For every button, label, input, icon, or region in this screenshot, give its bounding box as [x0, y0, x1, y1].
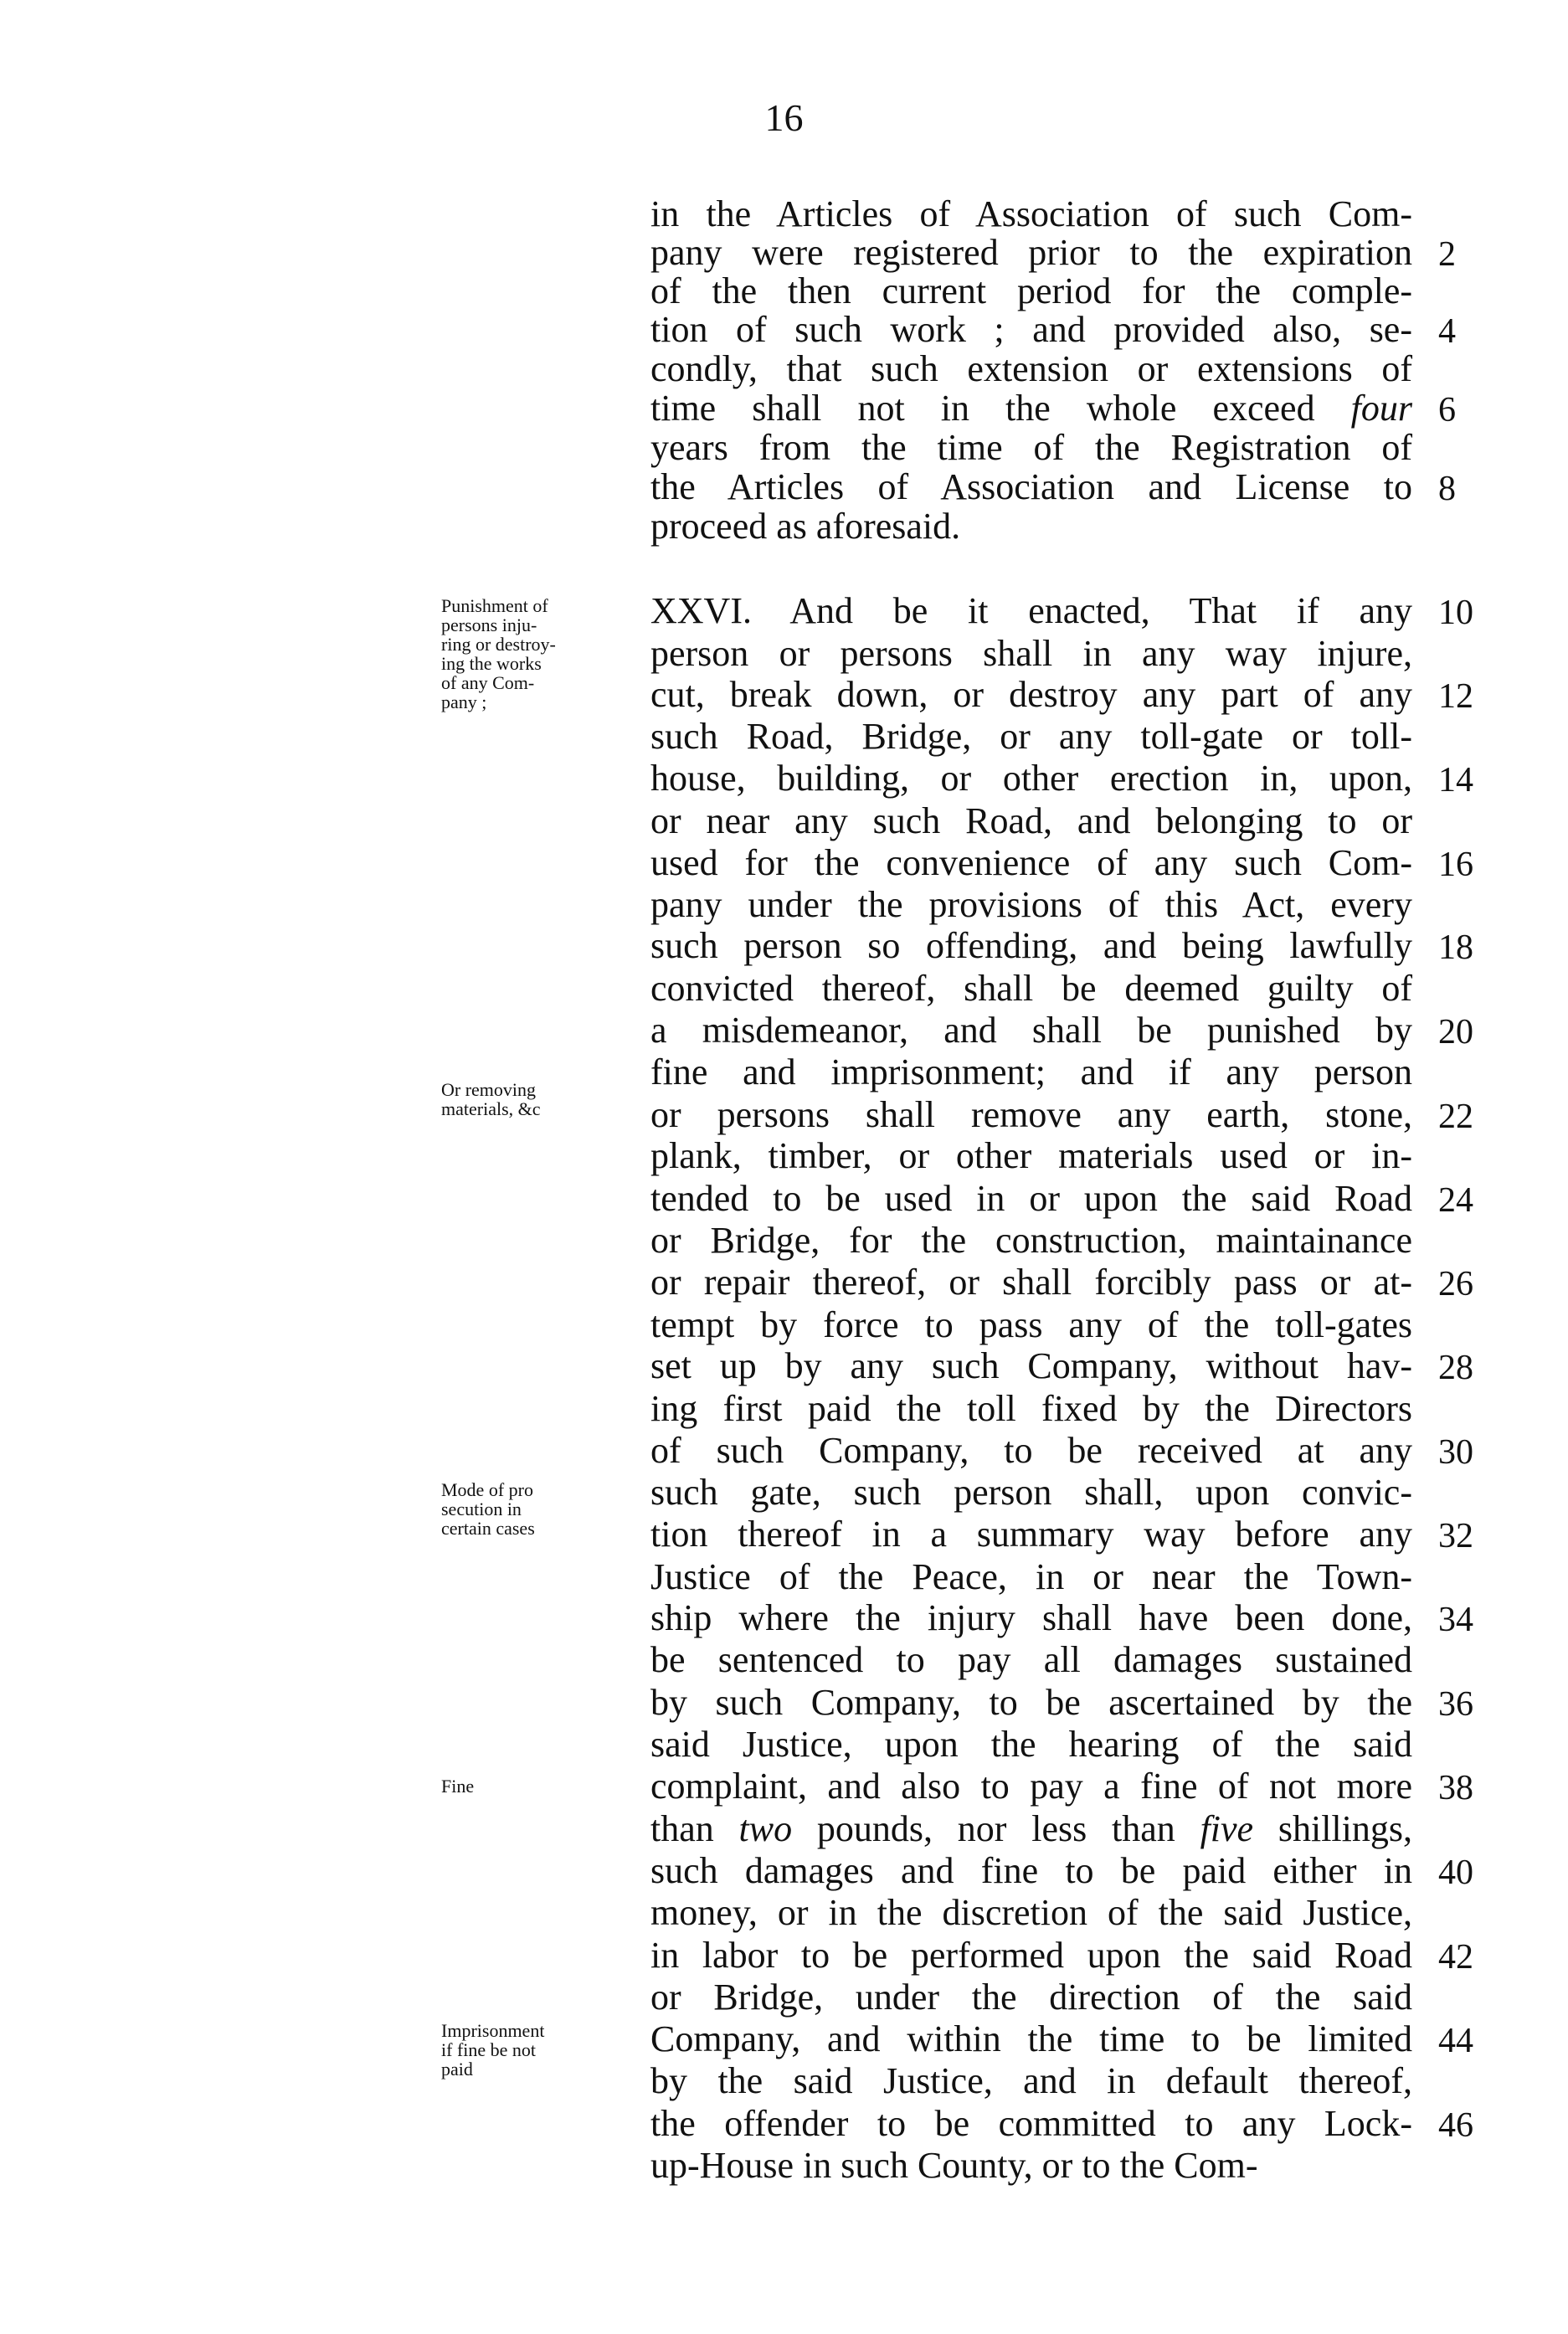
line-number: 46 [1438, 2106, 1473, 2145]
line-number: 24 [1438, 1181, 1473, 1220]
marginal-note-punishment [441, 596, 609, 712]
italic-word: four [1350, 388, 1412, 429]
text-line [650, 428, 1412, 468]
marginal-note-removing [441, 1080, 609, 1118]
text-line-content: tempt by force to pass any of the toll-gates [650, 1304, 1412, 1345]
line-number: 26 [1438, 1265, 1473, 1303]
line-number: 14 [1438, 761, 1473, 799]
text-line-content: Justice of the Peace, in or near the Town- [650, 1556, 1412, 1597]
marginal-note-line: secution in [441, 1499, 522, 1519]
marginal-note-line: Imprisonment [441, 2020, 545, 2041]
text-line [650, 233, 1412, 273]
text-line [650, 2146, 1412, 2186]
line-number: 40 [1438, 1853, 1473, 1892]
text-line [650, 1893, 1412, 1933]
line-number: 34 [1438, 1601, 1473, 1639]
text-line-content: such gate, such person shall, upon convic- [650, 1472, 1412, 1513]
text-line-content: be sentenced to pay all damages sustained [650, 1639, 1412, 1680]
text-fragment: than [650, 1808, 739, 1849]
line-number: 32 [1438, 1517, 1473, 1555]
text-line [650, 506, 1412, 547]
text-line [650, 2061, 1412, 2101]
marginal-note-line: if fine be not [441, 2039, 537, 2060]
text-line-content: money, or in the discretion of the said Justice, [650, 1892, 1412, 1933]
text-line [650, 1851, 1412, 1891]
text-line-content: of the then current period for the comple- [650, 270, 1412, 311]
text-line [650, 801, 1412, 841]
text-line [650, 2104, 1412, 2144]
text-line-content: house, building, or other erection in, upon, [650, 758, 1412, 799]
text-line [650, 843, 1412, 883]
text-line-content: proceed as aforesaid. [650, 506, 961, 547]
text-line-content: condly, that such extension or extensions of [650, 348, 1412, 389]
marginal-note-line: certain cases [441, 1518, 535, 1539]
text-line-content: the offender to be committed to any Lock- [650, 2103, 1412, 2144]
text-line-content: in labor to be performed upon the said Road [650, 1935, 1412, 1976]
text-line-content: fine and imprisonment; and if any person [650, 1051, 1412, 1092]
line-number: 38 [1438, 1769, 1473, 1807]
text-line-content: cut, break down, or destroy any part of any [650, 674, 1412, 715]
text-line [650, 1136, 1412, 1176]
text-line-content: complaint, and also to pay a fine of not more [650, 1766, 1412, 1807]
text-line-content: convicted thereof, shall be deemed guilty of [650, 968, 1412, 1009]
line-number: 42 [1438, 1938, 1473, 1977]
marginal-note-line: ing the works [441, 653, 542, 674]
marginal-note-line: Punishment of [441, 595, 548, 616]
line-number: 44 [1438, 2022, 1473, 2060]
text-line-content: pany under the provisions of this Act, every [650, 884, 1412, 925]
text-line [650, 1010, 1412, 1051]
text-line [650, 1431, 1412, 1471]
text-line-content: the Articles of Association and License to [650, 466, 1412, 507]
line-number: 16 [1438, 846, 1473, 884]
text-line-content: or persons shall remove any earth, stone, [650, 1094, 1412, 1135]
text-line [650, 1725, 1412, 1765]
marginal-note-line: materials, &c [441, 1098, 541, 1119]
text-line [650, 2019, 1412, 2059]
text-line [650, 1809, 1412, 1849]
text-line [650, 1095, 1412, 1135]
italic-word: two [738, 1808, 793, 1849]
line-number: 30 [1438, 1433, 1473, 1472]
text-line [650, 1977, 1412, 2018]
marginal-note-imprisonment [441, 2021, 609, 2079]
marginal-note-line: Or removing [441, 1079, 537, 1100]
text-line [650, 1936, 1412, 1976]
text-line [650, 1683, 1412, 1723]
text-line [650, 926, 1412, 966]
text-line [650, 758, 1412, 799]
marginal-note-fine [441, 1776, 609, 1796]
text-line [650, 1221, 1412, 1261]
text-line-content: or Bridge, for the construction, maintainance [650, 1220, 1412, 1261]
text-line [650, 1305, 1412, 1345]
text-line-content: such Road, Bridge, or any toll-gate or toll- [650, 716, 1412, 757]
text-line [650, 467, 1412, 507]
text-line-content: or Bridge, under the direction of the said [650, 1977, 1412, 2018]
line-number: 12 [1438, 677, 1473, 716]
text-line-content: in the Articles of Association of such Com- [650, 193, 1412, 234]
text-line [650, 885, 1412, 925]
line-number: 4 [1438, 312, 1456, 351]
text-line [650, 1640, 1412, 1680]
text-fragment: time shall not in the whole exceed [650, 388, 1351, 429]
text-line-content: such person so offending, and being lawfully [650, 925, 1412, 966]
text-line [650, 1262, 1412, 1303]
text-line [650, 1179, 1412, 1219]
line-number: 20 [1438, 1013, 1473, 1051]
text-line [650, 717, 1412, 757]
text-line [650, 388, 1412, 429]
line-number: 36 [1438, 1685, 1473, 1724]
text-line [650, 675, 1412, 715]
text-line-content: years from the time of the Registration of [650, 427, 1412, 468]
text-line-content: plank, timber, or other materials used or in- [650, 1135, 1412, 1176]
text-line [650, 271, 1412, 311]
text-line-content: up-House in such County, or to the Com- [650, 2145, 1258, 2186]
marginal-note-line: pany ; [441, 691, 487, 712]
text-line-content: a misdemeanor, and shall be punished by [650, 1010, 1412, 1051]
text-line-content: used for the convenience of any such Com- [650, 842, 1412, 883]
text-line [650, 634, 1412, 674]
line-number: 2 [1438, 235, 1456, 274]
text-line [650, 969, 1412, 1009]
text-line [650, 310, 1412, 350]
text-fragment: shillings, [1253, 1808, 1413, 1849]
text-line [650, 349, 1412, 389]
text-line [650, 1052, 1412, 1092]
text-line [650, 194, 1412, 234]
text-line-content: pany were registered prior to the expiration [650, 232, 1412, 273]
marginal-note-mode [441, 1480, 609, 1538]
text-line-content: by the said Justice, and in default thereof, [650, 2060, 1412, 2101]
line-number: 8 [1438, 470, 1456, 508]
line-number: 18 [1438, 928, 1473, 967]
text-line [650, 1514, 1412, 1555]
page-number: 16 [764, 96, 804, 139]
marginal-note-line: Fine [441, 1776, 475, 1797]
text-line [650, 591, 1412, 631]
line-number: 6 [1438, 391, 1456, 429]
text-line-content: of such Company, to be received at any [650, 1430, 1412, 1471]
text-line-content: said Justice, upon the hearing of the said [650, 1724, 1412, 1765]
text-line-content: tion of such work ; and provided also, se- [650, 309, 1412, 350]
text-line-content: or near any such Road, and belonging to or [650, 800, 1412, 841]
text-line-content: set up by any such Company, without hav- [650, 1345, 1412, 1386]
text-line [650, 1473, 1412, 1513]
text-line-content: such damages and fine to be paid either in [650, 1850, 1412, 1891]
text-fragment: pounds, nor less than [792, 1808, 1200, 1849]
text-line-content: ing first paid the toll fixed by the Directors [650, 1388, 1412, 1429]
text-line-content: XXVI. And be it enacted, That if any [650, 590, 1412, 631]
text-line [650, 1389, 1412, 1429]
marginal-note-line: of any Com- [441, 672, 535, 693]
text-line [650, 1598, 1412, 1638]
line-number: 22 [1438, 1098, 1473, 1136]
marginal-note-line: Mode of pro [441, 1479, 533, 1500]
italic-word: five [1200, 1808, 1254, 1849]
text-line [650, 1766, 1412, 1807]
marginal-note-line: persons inju- [441, 614, 537, 635]
text-line-content: ship where the injury shall have been done, [650, 1597, 1412, 1638]
text-line [650, 1557, 1412, 1597]
text-line-content: by such Company, to be ascertained by the [650, 1682, 1412, 1723]
text-line-content: Company, and within the time to be limited [650, 2018, 1412, 2059]
text-line-content: person or persons shall in any way injure, [650, 633, 1412, 674]
marginal-note-line: paid [441, 2059, 473, 2080]
text-line [650, 1346, 1412, 1386]
line-number: 28 [1438, 1349, 1473, 1387]
text-line-content: tion thereof in a summary way before any [650, 1514, 1412, 1555]
marginal-note-line: ring or destroy- [441, 634, 556, 655]
line-number: 10 [1438, 594, 1473, 632]
text-line-content: tended to be used in or upon the said Road [650, 1178, 1412, 1219]
text-line-content: or repair thereof, or shall forcibly pass or at- [650, 1262, 1412, 1303]
